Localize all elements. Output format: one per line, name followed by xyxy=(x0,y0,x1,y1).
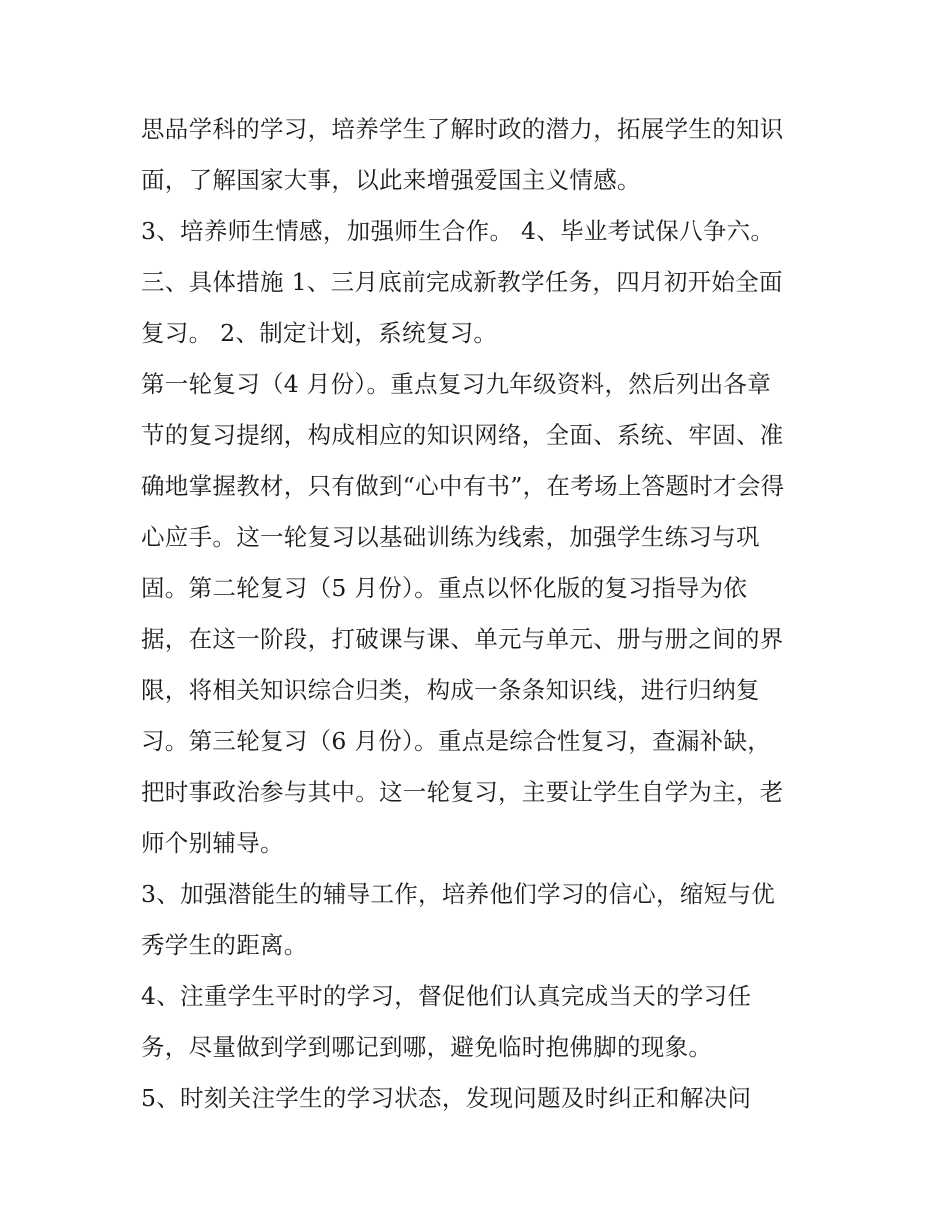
text-line: 5、时刻关注学生的学习状态，发现问题及时纠正和解决问 xyxy=(141,1084,752,1112)
text-line: 确地掌握教材，只有做到“心中有书”，在考场上答题时才会得 xyxy=(141,472,785,500)
text-line: 据，在这一阶段，打破课与课、单元与单元、册与册之间的界 xyxy=(141,625,784,653)
text-line: 3、加强潜能生的辅导工作，培养他们学习的信心，缩短与优 xyxy=(141,880,776,908)
document-body xyxy=(141,104,821,1124)
text-line: 三、具体措施 1、三月底前完成新教学任务，四月初开始全面 xyxy=(141,268,783,296)
text-line: 务，尽量做到学到哪记到哪，避免临时抱佛脚的现象。 xyxy=(141,1033,713,1061)
text-line: 习。第三轮复习（6 月份）。重点是综合性复习，查漏补缺， xyxy=(141,727,772,755)
text-line: 秀学生的距离。 xyxy=(141,931,308,959)
text-line: 第一轮复习（4 月份）。重点复习九年级资料，然后列出各章 xyxy=(141,370,772,398)
text-line: 思品学科的学习，培养学生了解时政的潜力，拓展学生的知识 xyxy=(141,115,784,143)
text-line: 面，了解国家大事，以此来增强爱国主义情感。 xyxy=(141,166,641,194)
text-line: 复习。 2、制定计划，系统复习。 xyxy=(141,319,498,347)
text-line: 限，将相关知识综合归类，构成一条条知识线，进行归纳复 xyxy=(141,676,760,704)
text-line: 心应手。这一轮复习以基础训练为线索，加强学生练习与巩 xyxy=(141,523,760,551)
text-line: 固。第二轮复习（5 月份）。重点以怀化版的复习指导为依 xyxy=(141,574,748,602)
text-line: 4、注重学生平时的学习，督促他们认真完成当天的学习任 xyxy=(141,982,752,1010)
text-line: 3、培养师生情感，加强师生合作。 4、毕业考试保八争六。 xyxy=(141,217,775,245)
text-line: 把时事政治参与其中。这一轮复习，主要让学生自学为主，老 xyxy=(141,778,784,806)
text-line: 节的复习提纲，构成相应的知识网络，全面、系统、牢固、准 xyxy=(141,421,784,449)
text-line: 师个别辅导。 xyxy=(141,829,284,857)
